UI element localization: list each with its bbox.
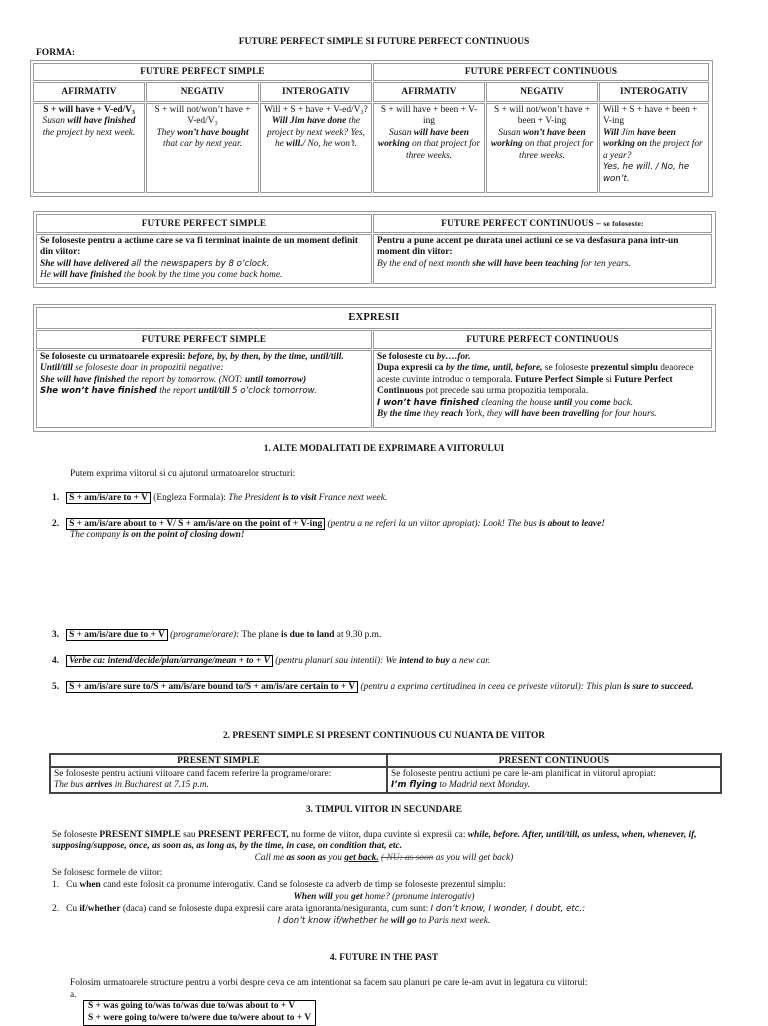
structure-formula-3: S + am/is/are due to + V	[66, 629, 168, 641]
expressions-header-continuous: FUTURE PERFECT CONTINUOUS	[373, 330, 712, 349]
usage-table	[33, 211, 716, 288]
forms-table	[30, 60, 713, 197]
present-continuous-text: Se foloseste pentru actiuni pe care le-am planificat in viitorul apropiat: I’m flying to Madrid next Monday.	[387, 767, 721, 793]
structure-item-2: 2. S + am/is/are about to + V/ S + am/is/are on the point of + V-ing (pentru a ne referi la un viitor apropiat): Look! The bus is about to leave! The company is on the point of closing down!	[52, 519, 605, 541]
header-interogativ-simple: INTEROGATIV	[260, 82, 372, 102]
section-1-heading: 1. ALTE MODALITATI DE EXPRIMARE A VIITORULUI	[263, 444, 505, 454]
cell-afirmativ-continuous: S + will have + been + V-ing Susan will have been working on that project for three weeks.	[373, 103, 485, 193]
expressions-continuous-text: Se foloseste cu by….for. Dupa expresii ca by the time, until, before, se foloseste prezentul simplu deaorece aceste cuvinte introduc o temporala. Future Perfect Simple si Future Perfect Continuous pot precede sau urma propozitia temporala. I won’t have finished cleaning the house until you come back. By the time they reach York, they will have been travelling for four hours.	[373, 350, 712, 428]
future-in-past-plural: S + were going to/were to/were due to/were about to + V	[88, 1012, 312, 1023]
cell-negativ-continuous: S + will not/won’t have + been + V-ing Susan won’t have been working on that project for three weeks.	[486, 103, 598, 193]
structure-item-5: 5. S + am/is/are sure to/S + am/is/are bound to/S + am/is/are certain to + V (pentru a exprima certitudinea in ceea ce priveste viitorul): This plan is sure to succeed.	[52, 682, 694, 692]
present-simple-text: Se foloseste pentru actiuni viitoare cand facem referire la programe/orare: The bus arrives in Bucharest at 7.15 p.m.	[50, 767, 387, 793]
section-3-rule-1: 1. Cu when cand este folosit ca pronume interogativ. Cand se foloseste ca adverb de timp se foloseste prezentul simplu:	[52, 880, 506, 890]
section-3-paragraph: Se foloseste PRESENT SIMPLE sau PRESENT PERFECT, nu forme de viitor, dupa cuvinte si expresii ca: while, before. After, until/till, as unless, when, whenever, if, supposing/suppose, once, as soon as, as long as, by the time, in case, on condition that, etc.	[52, 830, 697, 852]
section-3-heading: 3. TIMPUL VIITOR IN SECUNDARE	[305, 805, 463, 815]
expressions-title: EXPRESII	[36, 307, 712, 329]
cell-interogativ-simple: Will + S + have + V-ed/V₃? Will Jim have done the project by next week? Yes, he will./ No, he won’t.	[260, 103, 372, 193]
structure-formula-2: S + am/is/are about to + V/ S + am/is/are on the point of + V-ing	[66, 518, 325, 530]
usage-header-continuous: FUTURE PERFECT CONTINUOUS – se foloseste:	[373, 214, 712, 233]
present-simple-header: PRESENT SIMPLE	[50, 754, 387, 767]
header-interogativ-continuous: INTEROGATIV	[599, 82, 709, 102]
header-afirmativ-simple: AFIRMATIV	[33, 82, 145, 102]
header-negativ-simple: NEGATIV	[146, 82, 259, 102]
expressions-header-simple: FUTURE PERFECT SIMPLE	[36, 330, 372, 349]
structure-item-1: 1. S + am/is/are to + V (Engleza Formala): The President is to visit France next week.	[52, 493, 388, 503]
cell-interogativ-continuous: Will + S + have + been + V-ing Will Jim have been working on the project for a year? Yes, he will. / No, he won’t.	[599, 103, 709, 193]
structure-formula-1: S + am/is/are to + V	[66, 492, 151, 504]
structure-item-4: 4. Verbe ca: intend/decide/plan/arrange/mean + to + V (pentru planuri sau intentii): We intend to buy a new car.	[52, 656, 491, 666]
page-title: FUTURE PERFECT SIMPLE SI FUTURE PERFECT CONTINUOUS	[238, 37, 530, 47]
forma-label: FORMA:	[36, 48, 76, 58]
header-afirmativ-continuous: AFIRMATIV	[373, 82, 485, 102]
section-3-rule-2: 2. Cu if/whether (daca) cand se foloseste dupa expresii care arata ignoranta/nesiguranta, cum sunt: I don’t know, I wonder, I doubt, etc.:	[52, 904, 586, 914]
structure-formula-5: S + am/is/are sure to/S + am/is/are bound to/S + am/is/are certain to + V	[66, 681, 358, 693]
section-3-rule-1-example: When will you get home? (pronume interogativ)	[293, 892, 475, 902]
present-forms-table	[49, 753, 722, 794]
section-4-intro: Folosim urmatoarele structure pentru a vorbi despre ceva ce am intentionat sa facem sau planuri pe care le-am avut in legatura cu viitorul:	[70, 978, 588, 988]
cell-negativ-simple: S + will not/won’t have + V-ed/V₃ They won’t have bought that car by next year.	[146, 103, 259, 193]
future-in-past-singular: S + was going to/was to/was due to/was about to + V	[88, 1001, 296, 1011]
section-4-item-letter: a.	[70, 990, 77, 1000]
usage-simple-text: Se foloseste pentru a actiune care se va fi terminat inainte de un moment definit din viitor: She will have delivered all the newspapers by 8 o’clock. He will have finished the book by the time you come back home.	[36, 234, 372, 284]
expressions-simple-text: Se foloseste cu urmatoarele expresii: before, by, by then, by the time, until/till. Until/till se foloseste doar in propozitii negative: She will have finished the report by tomorrow. (NOT: until tomorrow) She won’t have finished the report until/till 5 o’clock tomorrow.	[36, 350, 372, 428]
present-continuous-header: PRESENT CONTINUOUS	[387, 754, 721, 767]
structure-formula-4: Verbe ca: intend/decide/plan/arrange/mean + to + V	[66, 655, 273, 667]
expressions-table	[33, 304, 716, 432]
future-in-past-formula-box	[83, 1000, 316, 1026]
section-2-heading: 2. PRESENT SIMPLE SI PRESENT CONTINUOUS CU NUANTA DE VIITOR	[222, 731, 546, 741]
group-header-continuous: FUTURE PERFECT CONTINUOUS	[373, 63, 709, 81]
group-header-simple: FUTURE PERFECT SIMPLE	[33, 63, 372, 81]
section-3-rule-2-example: I don’t know if/whether he will go to Paris next week.	[277, 916, 491, 926]
usage-header-simple: FUTURE PERFECT SIMPLE	[36, 214, 372, 233]
section-3-subheading: Se folosesc formele de viitor:	[52, 868, 163, 878]
usage-continuous-text: Pentru a pune accent pe durata unei actiuni ce se va desfasura pana intr-un moment din viitor: By the end of next month she will have been teaching for ten years.	[373, 234, 712, 284]
section-3-example: Call me as soon as you get back. ( NU: as soon as you will get back)	[254, 853, 514, 863]
cell-afirmativ-simple: S + will have + V-ed/V₃ Susan will have finished the project by next week.	[33, 103, 145, 193]
section-4-heading: 4. FUTURE IN THE PAST	[329, 953, 439, 963]
header-negativ-continuous: NEGATIV	[486, 82, 598, 102]
section-1-intro: Putem exprima viitorul si cu ajutorul urmatoarelor structuri:	[70, 469, 296, 479]
structure-item-3: 3. S + am/is/are due to + V (programe/orare): The plane is due to land at 9.30 p.m.	[52, 630, 382, 640]
